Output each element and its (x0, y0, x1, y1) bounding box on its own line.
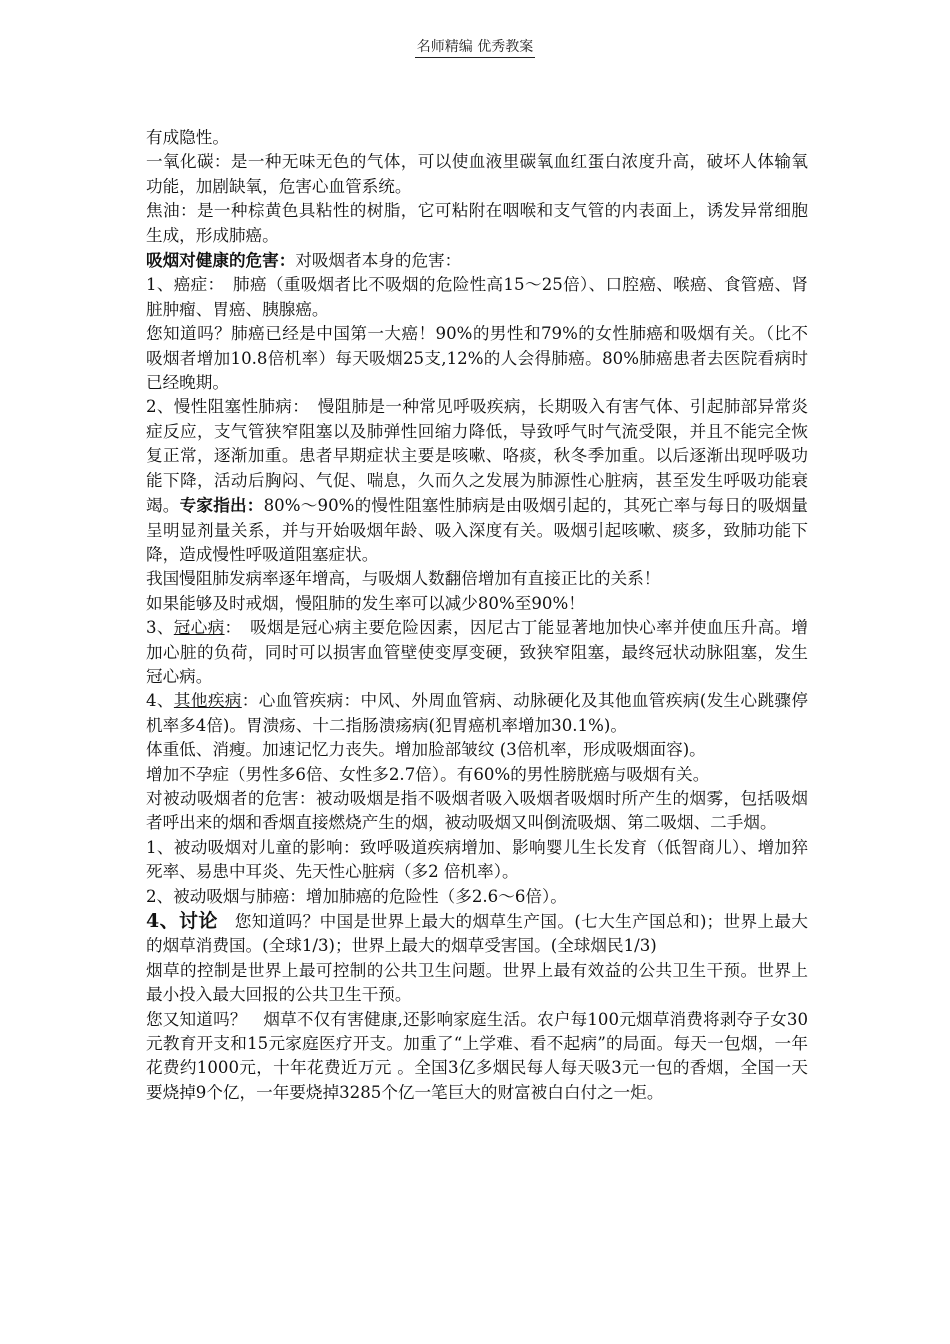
paragraph-copd-incidence: 我国慢阻肺发病率逐年增高，与吸烟人数翻倍增加有直接正比的关系！ (146, 569, 661, 589)
paragraph-quit-benefit: 如果能够及时戒烟，慢阻肺的发生率可以减少80%至90%！ (146, 593, 585, 613)
discussion-heading: 4、讨论 (146, 910, 218, 932)
health-harm-subtitle: 对吸烟者本身的危害： (295, 251, 462, 271)
header-text: 名师精编 优秀教案 (415, 36, 535, 58)
expert-note-label: 专家指出： (179, 495, 264, 516)
paragraph-carcinogen-note: 有成隐性。 (146, 128, 229, 147)
paragraph-tar: 焦油：是一种棕黄色具粘性的树脂，它可粘附在咽喉和支气管的内表面上，诱发异常细胞生成，形成肺癌。 (146, 201, 808, 245)
paragraph-passive-smoking: 对被动吸烟者的危害：被动吸烟是指不吸烟者吸入吸烟者吸烟时所产生的烟雾，包括吸烟者呼出来的烟和香烟直接燃烧产生的烟，被动吸烟又叫倒流吸烟、第二吸烟、二手烟。 (146, 788, 808, 833)
paragraph-health-harm-heading (146, 248, 808, 273)
paragraph-tobacco-control: 烟草的控制是世界上最可控制的公共卫生问题。世界上最有效益的公共卫生干预。世界上最小投入最大回报的公共卫生干预。 (146, 960, 808, 1005)
coronary-text: ： 吸烟是冠心病主要危险因素，因尼古丁能显著地加快心率并使血压升高。增加心脏的负荷，同时可以损害血管壁使变厚变硬，致狭窄阻塞，最终冠状动脉阻塞，发生冠心病。 (146, 618, 808, 686)
paragraph-infertility: 增加不孕症（男性多6倍、女性多2.7倍）。有60%的男性膀胱癌与吸烟有关。 (146, 764, 710, 784)
other-diseases-text: ：心血管疾病：中风、外周血管病、动脉硬化及其他血管疾病(发生心跳骤停机率多4倍)。胃溃疡、十二指肠溃疡病(犯胃癌机率增加30.1%)。 (146, 691, 808, 735)
paragraph-coronary-disease (146, 616, 808, 689)
paragraph-family-cost: 您又知道吗？ 烟草不仅有害健康,还影响家庭生活。农户每100元烟草消费将剥夺子女30元教育开支和15元家庭医疗开支。加重了“上学难、看不起病”的局面。每天一包烟，一年花费约1000元，十年花费近万元 。全国3亿多烟民每人每天吸3元一包的香烟，全国一天要烧掉9个亿，一年要烧掉3285个亿一笔巨大的财富被白白付之一炬。 (146, 1009, 808, 1102)
other-diseases-number: 4、 (146, 691, 174, 711)
paragraph-weight-memory: 体重低、消瘦。加速记忆力丧失。增加脸部皱纹 (3倍机率，形成吸烟面容)。 (146, 740, 706, 760)
copd-expert-text: 80%～90%的慢性阻塞性肺病是由吸烟引起的，其死亡率与每日的吸烟量呈明显剂量关系，并与开始吸烟年龄、吸入深度有关。吸烟引起咳嗽、痰多，致肺功能下降，造成慢性呼吸道阻塞症状。 (146, 496, 809, 564)
page-header (0, 36, 950, 58)
paragraph-children-effect: 1、被动吸烟对儿童的影响：致呼吸道疾病增加、影响婴儿生长发育（低智商儿）、增加猝死率、易患中耳炎、先天性心脏病（多2 倍机率）。 (146, 837, 808, 882)
health-harm-heading: 吸烟对健康的危害： (146, 250, 296, 271)
other-diseases-term: 其他疾病 (173, 691, 242, 711)
paragraph-carbon-monoxide: 一氧化碳：是一种无味无色的气体，可以使血液里碳氧血红蛋白浓度升高，破坏人体输氧功能，加剧缺氧，危害心血管系统。 (146, 152, 808, 196)
paragraph-cancer: 1、癌症： 肺癌（重吸烟者比不吸烟的危险性高15～25倍）、口腔癌、喉癌、食管癌、肾脏肿瘤、胃癌、胰腺癌。 (146, 275, 808, 319)
coronary-number: 3、 (146, 618, 174, 638)
paragraph-discussion (146, 909, 808, 959)
paragraph-lung-cancer-facts: 您知道吗？肺癌已经是中国第一大癌！90%的男性和79%的女性肺癌和吸烟有关。（比不吸烟者增加10.8倍机率）每天吸烟25支,12%的人会得肺癌。80%肺癌患者去医院看病时已经晚期。 (146, 324, 808, 393)
coronary-term: 冠心病 (173, 618, 225, 638)
paragraph-passive-lung-cancer: 2、被动吸烟与肺癌：增加肺癌的危险性（多2.6～6倍）。 (146, 886, 567, 906)
discussion-text: 您知道吗？中国是世界上最大的烟草生产国。(七大生产国总和)；世界上最大的烟草消费国。(全球1/3)；世界上最大的烟草受害国。(全球烟民1/3) (146, 912, 808, 956)
copd-text: 2、慢性阻塞性肺病： 慢阻肺是一种常见呼吸疾病，长期吸入有害气体、引起肺部异常炎症反应，支气管狭窄阻塞以及肺弹性回缩力降低，导致呼气时气流受限，并且不能完全恢复正常，逐渐加重。患者早期症状主要是咳嗽、咯痰，秋冬季加重。以后逐渐出现呼吸功能下降，活动后胸闷、气促、喘息，久而久之发展为肺源性心脏病，甚至发生呼吸功能衰竭。 (146, 397, 808, 516)
paragraph-other-diseases (146, 689, 808, 738)
paragraph-copd (146, 395, 808, 567)
document-body (146, 126, 808, 1105)
